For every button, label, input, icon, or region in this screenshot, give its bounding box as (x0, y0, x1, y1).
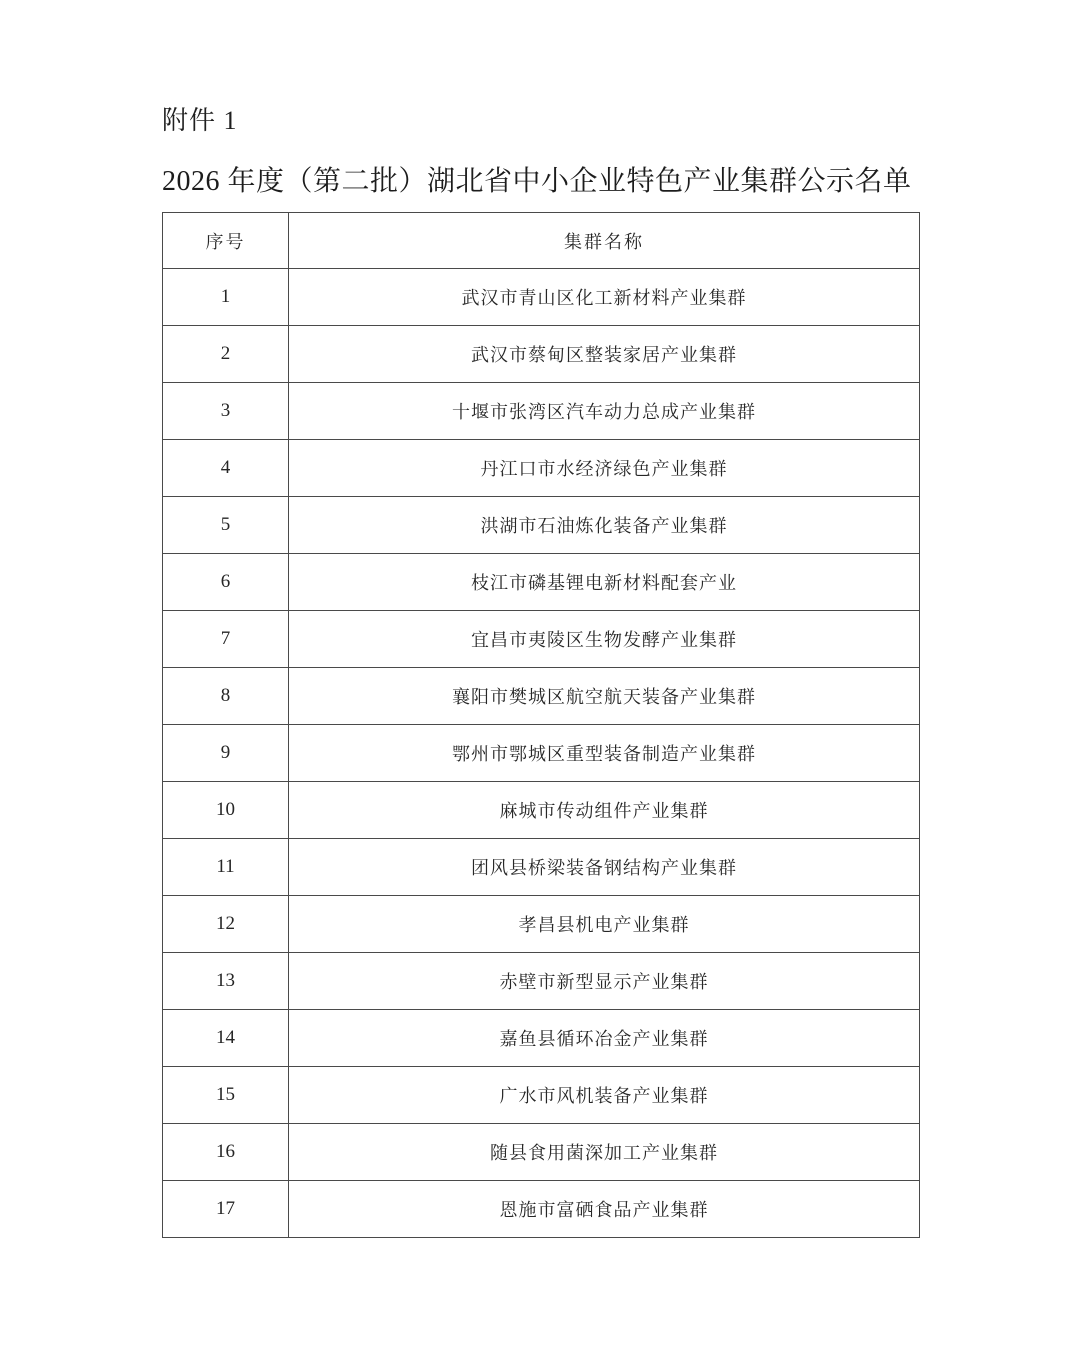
table-row (163, 326, 920, 383)
row-number-cell: 9 (163, 725, 289, 782)
table-row (163, 611, 920, 668)
cluster-name-cell: 洪湖市石油炼化装备产业集群 (289, 497, 920, 554)
cluster-name-cell: 襄阳市樊城区航空航天装备产业集群 (289, 668, 920, 725)
cluster-name-cell: 武汉市青山区化工新材料产业集群 (289, 269, 920, 326)
cluster-name-cell: 鄂州市鄂城区重型装备制造产业集群 (289, 725, 920, 782)
cluster-name-cell: 赤壁市新型显示产业集群 (289, 953, 920, 1010)
row-number-cell: 8 (163, 668, 289, 725)
document-content (162, 0, 919, 1238)
row-number-cell: 6 (163, 554, 289, 611)
row-number-cell: 14 (163, 1010, 289, 1067)
header-cell-cluster-name: 集群名称 (289, 213, 920, 269)
cluster-table (162, 212, 920, 1238)
table-row (163, 269, 920, 326)
table-row (163, 497, 920, 554)
row-number-cell: 7 (163, 611, 289, 668)
row-number-cell: 13 (163, 953, 289, 1010)
table-row (163, 668, 920, 725)
row-number-cell: 10 (163, 782, 289, 839)
table-body (163, 269, 920, 1238)
cluster-name-cell: 恩施市富硒食品产业集群 (289, 1181, 920, 1238)
row-number-cell: 1 (163, 269, 289, 326)
table-row (163, 1124, 920, 1181)
document-title: 2026 年度（第二批）湖北省中小企业特色产业集群公示名单 (162, 166, 912, 197)
table-row (163, 725, 920, 782)
header-cell-no: 序号 (163, 213, 289, 269)
row-number-cell: 2 (163, 326, 289, 383)
cluster-name-cell: 丹江口市水经济绿色产业集群 (289, 440, 920, 497)
row-number-cell: 5 (163, 497, 289, 554)
row-number-cell: 3 (163, 383, 289, 440)
row-number-cell: 16 (163, 1124, 289, 1181)
table-row (163, 1010, 920, 1067)
table-row (163, 953, 920, 1010)
cluster-name-cell: 宜昌市夷陵区生物发酵产业集群 (289, 611, 920, 668)
table-row (163, 1067, 920, 1124)
table-row (163, 839, 920, 896)
table-row (163, 896, 920, 953)
cluster-name-cell: 随县食用菌深加工产业集群 (289, 1124, 920, 1181)
cluster-name-cell: 嘉鱼县循环冶金产业集群 (289, 1010, 920, 1067)
cluster-name-cell: 十堰市张湾区汽车动力总成产业集群 (289, 383, 920, 440)
cluster-name-cell: 广水市风机装备产业集群 (289, 1067, 920, 1124)
cluster-name-cell: 麻城市传动组件产业集群 (289, 782, 920, 839)
table-header-row (163, 213, 920, 269)
table-row (163, 440, 920, 497)
cluster-name-cell: 团风县桥梁装备钢结构产业集群 (289, 839, 920, 896)
cluster-name-cell: 武汉市蔡甸区整装家居产业集群 (289, 326, 920, 383)
table-row (163, 554, 920, 611)
table-header (163, 213, 920, 269)
cluster-name-cell: 孝昌县机电产业集群 (289, 896, 920, 953)
row-number-cell: 11 (163, 839, 289, 896)
row-number-cell: 12 (163, 896, 289, 953)
attachment-label: 附件 1 (162, 106, 238, 135)
row-number-cell: 17 (163, 1181, 289, 1238)
table-row (163, 383, 920, 440)
row-number-cell: 15 (163, 1067, 289, 1124)
table-row (163, 1181, 920, 1238)
row-number-cell: 4 (163, 440, 289, 497)
cluster-name-cell: 枝江市磷基锂电新材料配套产业 (289, 554, 920, 611)
table-row (163, 782, 920, 839)
